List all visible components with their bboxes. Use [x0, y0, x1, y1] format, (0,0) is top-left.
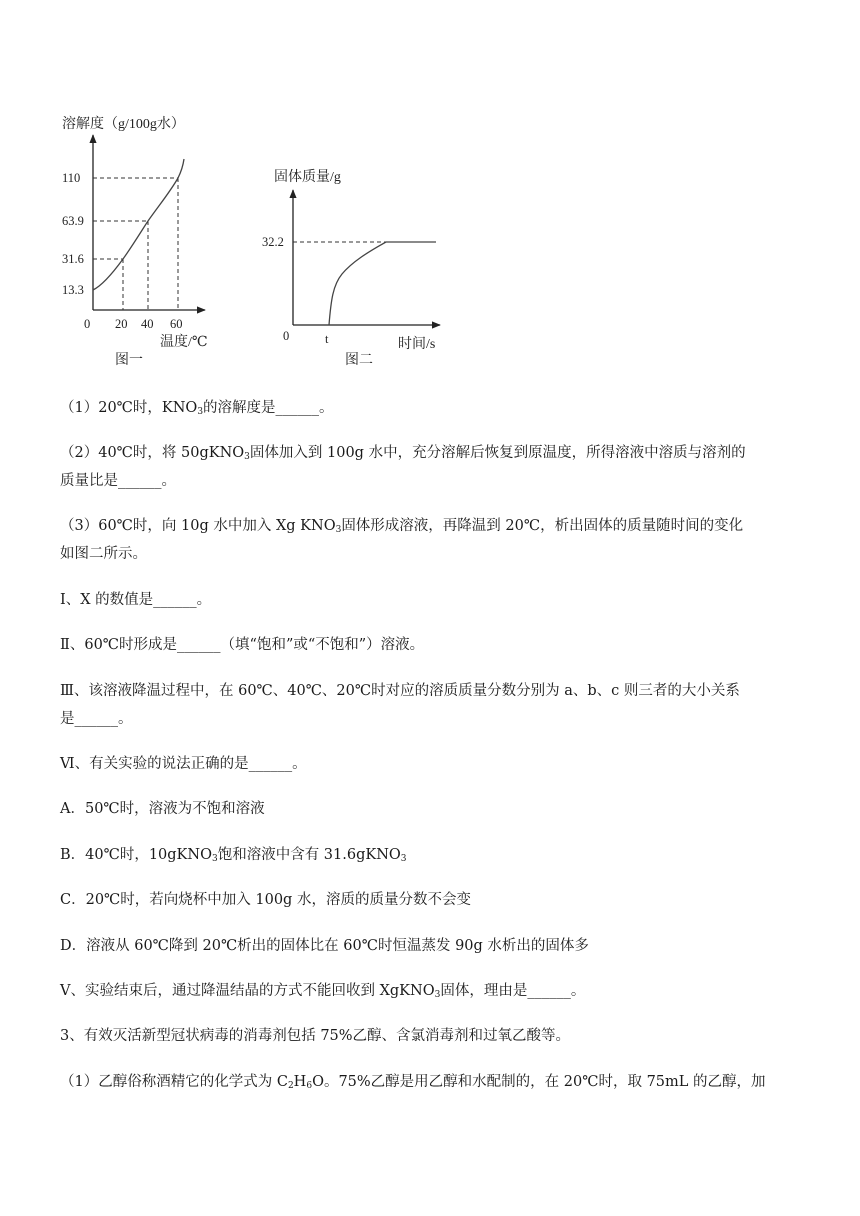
item-iii-line-1: Ⅲ、该溶液降温过程中，在 60℃、40℃、20℃时对应的溶质质量分数分别为 a、b、c 则三者的大小关系 — [60, 683, 740, 699]
q3s1-text-c: O。75%乙醇是用乙醇和水配制的，在 20℃时，取 75mL 的乙醇，加 — [312, 1074, 766, 1090]
fig1-ytick-31-6: 31.6 — [62, 252, 84, 266]
fig1-ytick-13-3: 13.3 — [62, 283, 84, 297]
item-ii: Ⅱ、60℃时形成是______（填“饱和”或“不饱和”）溶液。 — [60, 637, 425, 653]
q3s1-text-h: H — [293, 1074, 307, 1090]
q3s1-text-a: （1）乙醇俗称酒精它的化学式为 C — [60, 1074, 288, 1090]
option-a: A．50℃时，溶液为不饱和溶液 — [60, 801, 265, 817]
figure-2-mass-chart — [262, 168, 440, 368]
fig1-solubility-curve — [93, 159, 184, 290]
fig1-xtick-0: 0 — [84, 317, 91, 331]
fig1-ytick-110: 110 — [62, 171, 81, 185]
fig1-xtick-60: 60 — [170, 317, 183, 331]
option-b-text-a: B．40℃时，10gKNO — [60, 847, 212, 863]
question-3-stem: 3、有效灭活新型冠状病毒的消毒剂包括 75%乙醇、含氯消毒剂和过氧乙酸等。 — [60, 1028, 571, 1044]
item-iii-line-2: 是______。 — [60, 711, 133, 727]
fig2-t-label: t — [325, 332, 329, 346]
option-b-sub-2: 3 — [400, 854, 407, 864]
fig1-x-label: 温度/℃ — [160, 335, 208, 350]
figure-1-solubility-chart — [62, 115, 208, 368]
option-b — [60, 845, 407, 865]
fig2-origin: 0 — [283, 329, 290, 343]
item-v-text-a: Ⅴ、实验结束后，通过降温结晶的方式不能回收到 XgKNO — [60, 983, 435, 999]
fig1-caption: 图一 — [115, 353, 143, 368]
q3-text-a: （3）60℃时，向 10g 水中加入 Xg KNO — [60, 518, 336, 534]
q3-text-b: 固体形成溶液，再降温到 20℃，析出固体的质量随时间的变化 — [341, 518, 744, 534]
q3s1-sub-c: 2 — [287, 1081, 294, 1091]
option-b-text-b: 饱和溶液中含有 31.6gKNO — [217, 847, 401, 863]
fig1-xtick-40: 40 — [141, 317, 154, 331]
q2-text-b: 固体加入到 100g 水中，充分溶解后恢复到原温度，所得溶液中溶质与溶剂的 — [249, 445, 746, 461]
option-b-sub-1: 3 — [211, 854, 218, 864]
q1-text-a: （1）20℃时，KNO — [60, 400, 198, 416]
q3s1-sub-h: 6 — [306, 1081, 313, 1091]
option-d: D．溶液从 60℃降到 20℃析出的固体比在 60℃时恒温蒸发 90g 水析出的固体多 — [60, 938, 589, 954]
q1-line — [60, 398, 334, 418]
fig1-xtick-20: 20 — [115, 317, 128, 331]
q2-line-1 — [60, 443, 746, 463]
fig2-mass-curve — [329, 242, 436, 325]
option-c: C．20℃时，若向烧杯中加入 100g 水，溶质的质量分数不会变 — [60, 892, 471, 908]
item-i: Ⅰ、X 的数值是______。 — [60, 592, 212, 608]
fig1-y-label: 溶解度（g/100g水） — [62, 117, 185, 132]
fig2-ytick-32-2: 32.2 — [262, 235, 284, 249]
q3-line-1 — [60, 516, 743, 536]
fig1-ytick-63-9: 63.9 — [62, 214, 84, 228]
item-v-text-b: 固体，理由是______。 — [440, 983, 586, 999]
q2-text-a: （2）40℃时，将 50gKNO — [60, 445, 245, 461]
figures-area — [0, 0, 860, 380]
q1-text-b: 的溶解度是______。 — [203, 400, 334, 416]
q3-line-2: 如图二所示。 — [60, 546, 147, 562]
item-vi: Ⅵ、有关实验的说法正确的是______。 — [60, 756, 307, 772]
q3-sub: 3 — [335, 525, 342, 535]
fig2-x-label: 时间/s — [398, 337, 436, 352]
q2-sub: 3 — [244, 452, 250, 462]
q2-line-2: 质量比是______。 — [60, 473, 176, 489]
item-v-sub: 3 — [434, 990, 441, 1000]
fig2-caption: 图二 — [345, 353, 373, 368]
item-v — [60, 981, 585, 1001]
q1-sub: 3 — [197, 407, 204, 417]
question-3-part-1 — [60, 1072, 766, 1092]
fig2-y-label: 固体质量/g — [274, 170, 341, 185]
